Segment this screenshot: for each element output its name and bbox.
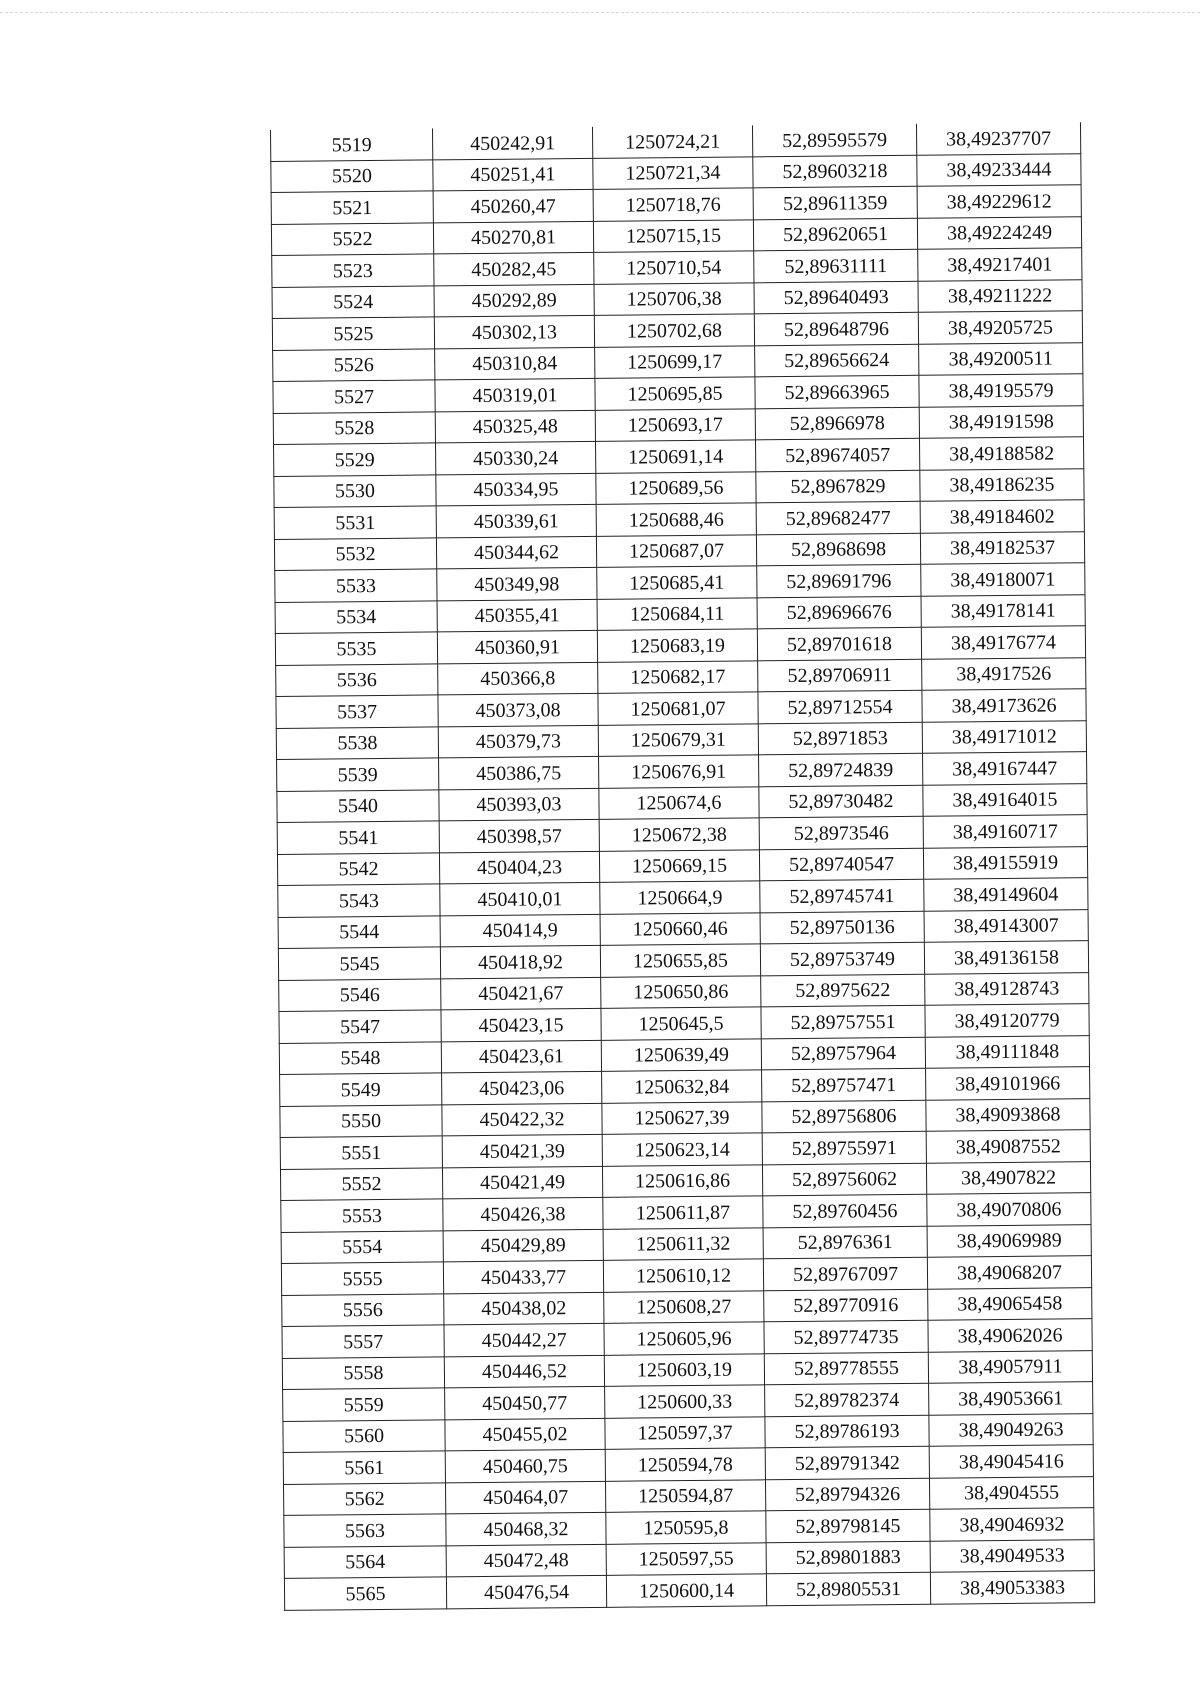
latitude-cell: 52,89750136 xyxy=(760,911,924,944)
x-coordinate-cell: 450455,02 xyxy=(445,1418,605,1451)
y-coordinate-cell: 1250650,86 xyxy=(601,975,761,1008)
point-number-cell: 5540 xyxy=(277,789,439,822)
y-coordinate-cell: 1250699,17 xyxy=(595,345,755,378)
latitude-cell: 52,89648796 xyxy=(754,312,918,345)
point-number-cell: 5542 xyxy=(277,852,439,885)
x-coordinate-cell: 450393,03 xyxy=(439,788,599,821)
longitude-cell: 38,49195579 xyxy=(919,374,1083,407)
x-coordinate-cell: 450386,75 xyxy=(439,756,599,789)
point-number-cell: 5560 xyxy=(283,1419,445,1452)
latitude-cell: 52,89760456 xyxy=(763,1194,927,1227)
point-number-cell: 5538 xyxy=(276,726,438,759)
y-coordinate-cell: 1250669,15 xyxy=(599,849,759,882)
x-coordinate-cell: 450421,67 xyxy=(441,977,601,1010)
longitude-cell: 38,49049533 xyxy=(930,1539,1094,1572)
longitude-cell: 38,49045416 xyxy=(929,1445,1093,1478)
point-number-cell: 5546 xyxy=(279,978,441,1011)
y-coordinate-cell: 1250674,6 xyxy=(599,786,759,819)
point-number-cell: 5551 xyxy=(280,1136,442,1169)
point-number-cell: 5539 xyxy=(277,758,439,791)
latitude-cell: 52,89757551 xyxy=(761,1005,925,1038)
longitude-cell: 38,49186235 xyxy=(920,468,1084,501)
longitude-cell: 38,49182537 xyxy=(920,531,1084,564)
y-coordinate-cell: 1250706,38 xyxy=(594,282,754,315)
point-number-cell: 5532 xyxy=(274,537,436,570)
point-number-cell: 5561 xyxy=(283,1451,445,1484)
y-coordinate-cell: 1250683,19 xyxy=(597,629,757,662)
point-number-cell: 5519 xyxy=(270,128,432,161)
point-number-cell: 5526 xyxy=(273,348,435,381)
x-coordinate-cell: 450426,38 xyxy=(443,1197,603,1230)
x-coordinate-cell: 450398,57 xyxy=(439,819,599,852)
latitude-cell: 52,89706911 xyxy=(758,659,922,692)
latitude-cell: 52,89712554 xyxy=(758,690,922,723)
longitude-cell: 38,49224249 xyxy=(917,216,1081,249)
latitude-cell: 52,89757964 xyxy=(761,1037,925,1070)
longitude-cell: 38,49173626 xyxy=(922,689,1086,722)
longitude-cell: 38,49053383 xyxy=(930,1571,1094,1604)
x-coordinate-cell: 450414,9 xyxy=(440,914,600,947)
x-coordinate-cell: 450373,08 xyxy=(438,693,598,726)
point-number-cell: 5531 xyxy=(274,506,436,539)
longitude-cell: 38,49053661 xyxy=(929,1382,1093,1415)
y-coordinate-cell: 1250600,14 xyxy=(606,1574,766,1607)
point-number-cell: 5565 xyxy=(284,1577,446,1610)
point-number-cell: 5544 xyxy=(278,915,440,948)
point-number-cell: 5554 xyxy=(281,1230,443,1263)
x-coordinate-cell: 450464,07 xyxy=(445,1481,605,1514)
y-coordinate-cell: 1250679,31 xyxy=(598,723,758,756)
latitude-cell: 52,89778555 xyxy=(764,1352,928,1385)
x-coordinate-cell: 450404,23 xyxy=(439,851,599,884)
latitude-cell: 52,89611359 xyxy=(753,186,917,219)
y-coordinate-cell: 1250676,91 xyxy=(599,755,759,788)
y-coordinate-cell: 1250693,17 xyxy=(595,408,755,441)
latitude-cell: 52,89701618 xyxy=(757,627,921,660)
y-coordinate-cell: 1250655,85 xyxy=(600,944,760,977)
latitude-cell: 52,89791342 xyxy=(765,1446,929,1479)
point-number-cell: 5550 xyxy=(280,1104,442,1137)
y-coordinate-cell: 1250616,86 xyxy=(602,1164,762,1197)
latitude-cell: 52,8966978 xyxy=(755,407,919,440)
longitude-cell: 38,49143007 xyxy=(924,909,1088,942)
y-coordinate-cell: 1250702,68 xyxy=(594,314,754,347)
latitude-cell: 52,89767097 xyxy=(763,1257,927,1290)
longitude-cell: 38,49049263 xyxy=(929,1413,1093,1446)
point-number-cell: 5562 xyxy=(283,1482,445,1515)
latitude-cell: 52,89640493 xyxy=(754,281,918,314)
x-coordinate-cell: 450310,84 xyxy=(435,347,595,380)
x-coordinate-cell: 450460,75 xyxy=(445,1449,605,1482)
latitude-cell: 52,8971853 xyxy=(758,722,922,755)
y-coordinate-cell: 1250685,41 xyxy=(597,566,757,599)
longitude-cell: 38,49205725 xyxy=(918,311,1082,344)
y-coordinate-cell: 1250682,17 xyxy=(598,660,758,693)
longitude-cell: 38,49171012 xyxy=(922,720,1086,753)
x-coordinate-cell: 450242,91 xyxy=(432,127,592,160)
latitude-cell: 52,89774735 xyxy=(764,1320,928,1353)
x-coordinate-cell: 450325,48 xyxy=(435,410,595,443)
longitude-cell: 38,49178141 xyxy=(921,594,1085,627)
x-coordinate-cell: 450302,13 xyxy=(434,315,594,348)
point-number-cell: 5537 xyxy=(276,695,438,728)
x-coordinate-cell: 450319,01 xyxy=(435,378,595,411)
longitude-cell: 38,49233444 xyxy=(917,153,1081,186)
longitude-cell: 38,49155919 xyxy=(923,846,1087,879)
table-row xyxy=(284,1571,1094,1610)
longitude-cell: 38,49062026 xyxy=(928,1319,1092,1352)
longitude-cell: 38,49217401 xyxy=(918,248,1082,281)
latitude-cell: 52,89691796 xyxy=(757,564,921,597)
x-coordinate-cell: 450418,92 xyxy=(440,945,600,978)
point-number-cell: 5534 xyxy=(275,600,437,633)
y-coordinate-cell: 1250639,49 xyxy=(601,1038,761,1071)
x-coordinate-cell: 450442,27 xyxy=(444,1323,604,1356)
x-coordinate-cell: 450334,95 xyxy=(436,473,596,506)
latitude-cell: 52,89663965 xyxy=(755,375,919,408)
longitude-cell: 38,49160717 xyxy=(923,815,1087,848)
longitude-cell: 38,49046932 xyxy=(930,1508,1094,1541)
latitude-cell: 52,89805531 xyxy=(766,1572,930,1605)
x-coordinate-cell: 450429,89 xyxy=(443,1229,603,1262)
longitude-cell: 38,49167447 xyxy=(923,752,1087,785)
x-coordinate-cell: 450450,77 xyxy=(445,1386,605,1419)
y-coordinate-cell: 1250623,14 xyxy=(602,1133,762,1166)
latitude-cell: 52,89755971 xyxy=(762,1131,926,1164)
point-number-cell: 5527 xyxy=(273,380,435,413)
latitude-cell: 52,89740547 xyxy=(759,848,923,881)
point-number-cell: 5520 xyxy=(271,159,433,192)
x-coordinate-cell: 450423,15 xyxy=(441,1008,601,1041)
longitude-cell: 38,49229612 xyxy=(917,185,1081,218)
y-coordinate-cell: 1250691,14 xyxy=(596,440,756,473)
point-number-cell: 5564 xyxy=(284,1545,446,1578)
y-coordinate-cell: 1250611,32 xyxy=(603,1227,763,1260)
point-number-cell: 5521 xyxy=(271,191,433,224)
x-coordinate-cell: 450360,91 xyxy=(437,630,597,663)
x-coordinate-cell: 450422,32 xyxy=(442,1103,602,1136)
longitude-cell: 38,49191598 xyxy=(919,405,1083,438)
point-number-cell: 5563 xyxy=(284,1514,446,1547)
x-coordinate-cell: 450423,06 xyxy=(442,1071,602,1104)
point-number-cell: 5545 xyxy=(278,947,440,980)
latitude-cell: 52,89656624 xyxy=(755,344,919,377)
y-coordinate-cell: 1250597,55 xyxy=(606,1542,766,1575)
y-coordinate-cell: 1250632,84 xyxy=(602,1070,762,1103)
latitude-cell: 52,89757471 xyxy=(762,1068,926,1101)
x-coordinate-cell: 450270,81 xyxy=(433,221,593,254)
latitude-cell: 52,89631111 xyxy=(754,249,918,282)
latitude-cell: 52,8975622 xyxy=(761,974,925,1007)
x-coordinate-cell: 450282,45 xyxy=(434,252,594,285)
longitude-cell: 38,49128743 xyxy=(925,972,1089,1005)
longitude-cell: 38,4904555 xyxy=(929,1476,1093,1509)
y-coordinate-cell: 1250695,85 xyxy=(595,377,755,410)
y-coordinate-cell: 1250660,46 xyxy=(600,912,760,945)
longitude-cell: 38,49149604 xyxy=(924,878,1088,911)
x-coordinate-cell: 450423,61 xyxy=(441,1040,601,1073)
x-coordinate-cell: 450421,49 xyxy=(442,1166,602,1199)
y-coordinate-cell: 1250664,9 xyxy=(600,881,760,914)
x-coordinate-cell: 450421,39 xyxy=(442,1134,602,1167)
latitude-cell: 52,89756062 xyxy=(762,1163,926,1196)
y-coordinate-cell: 1250600,33 xyxy=(605,1385,765,1418)
y-coordinate-cell: 1250687,07 xyxy=(596,534,756,567)
point-number-cell: 5524 xyxy=(272,285,434,318)
y-coordinate-cell: 1250724,21 xyxy=(592,125,752,158)
latitude-cell: 52,89603218 xyxy=(753,155,917,188)
latitude-cell: 52,89724839 xyxy=(759,753,923,786)
y-coordinate-cell: 1250605,96 xyxy=(604,1322,764,1355)
coordinates-table xyxy=(270,122,1095,1610)
point-number-cell: 5536 xyxy=(276,663,438,696)
longitude-cell: 38,49164015 xyxy=(923,783,1087,816)
longitude-cell: 38,49065458 xyxy=(928,1287,1092,1320)
latitude-cell: 52,89745741 xyxy=(760,879,924,912)
latitude-cell: 52,89798145 xyxy=(766,1509,930,1542)
latitude-cell: 52,8976361 xyxy=(763,1226,927,1259)
point-number-cell: 5522 xyxy=(271,222,433,255)
longitude-cell: 38,49057911 xyxy=(928,1350,1092,1383)
y-coordinate-cell: 1250594,78 xyxy=(605,1448,765,1481)
point-number-cell: 5543 xyxy=(278,884,440,917)
longitude-cell: 38,49087552 xyxy=(926,1130,1090,1163)
latitude-cell: 52,8967829 xyxy=(756,470,920,503)
x-coordinate-cell: 450468,32 xyxy=(446,1512,606,1545)
x-coordinate-cell: 450339,61 xyxy=(436,504,596,537)
latitude-cell: 52,89674057 xyxy=(755,438,919,471)
longitude-cell: 38,49069989 xyxy=(927,1224,1091,1257)
x-coordinate-cell: 450292,89 xyxy=(434,284,594,317)
longitude-cell: 38,49176774 xyxy=(921,626,1085,659)
y-coordinate-cell: 1250684,11 xyxy=(597,597,757,630)
x-coordinate-cell: 450260,47 xyxy=(433,189,593,222)
longitude-cell: 38,49184602 xyxy=(920,500,1084,533)
longitude-cell: 38,49120779 xyxy=(925,1004,1089,1037)
y-coordinate-cell: 1250610,12 xyxy=(603,1259,763,1292)
point-number-cell: 5548 xyxy=(279,1041,441,1074)
x-coordinate-cell: 450379,73 xyxy=(438,725,598,758)
latitude-cell: 52,89786193 xyxy=(765,1415,929,1448)
y-coordinate-cell: 1250611,87 xyxy=(603,1196,763,1229)
point-number-cell: 5530 xyxy=(274,474,436,507)
point-number-cell: 5553 xyxy=(281,1199,443,1232)
longitude-cell: 38,49093868 xyxy=(926,1098,1090,1131)
latitude-cell: 52,89682477 xyxy=(756,501,920,534)
latitude-cell: 52,89794326 xyxy=(765,1478,929,1511)
y-coordinate-cell: 1250597,37 xyxy=(605,1416,765,1449)
y-coordinate-cell: 1250603,19 xyxy=(604,1353,764,1386)
point-number-cell: 5559 xyxy=(283,1388,445,1421)
point-number-cell: 5533 xyxy=(275,569,437,602)
y-coordinate-cell: 1250681,07 xyxy=(598,692,758,725)
y-coordinate-cell: 1250688,46 xyxy=(596,503,756,536)
latitude-cell: 52,89801883 xyxy=(766,1541,930,1574)
y-coordinate-cell: 1250689,56 xyxy=(596,471,756,504)
latitude-cell: 52,89696676 xyxy=(757,596,921,629)
longitude-cell: 38,49136158 xyxy=(924,941,1088,974)
y-coordinate-cell: 1250721,34 xyxy=(593,156,753,189)
longitude-cell: 38,49237707 xyxy=(916,122,1080,155)
latitude-cell: 52,8968698 xyxy=(756,533,920,566)
longitude-cell: 38,49068207 xyxy=(927,1256,1091,1289)
point-number-cell: 5523 xyxy=(272,254,434,287)
point-number-cell: 5552 xyxy=(280,1167,442,1200)
longitude-cell: 38,49188582 xyxy=(919,437,1083,470)
y-coordinate-cell: 1250718,76 xyxy=(593,188,753,221)
point-number-cell: 5555 xyxy=(281,1262,443,1295)
point-number-cell: 5549 xyxy=(280,1073,442,1106)
longitude-cell: 38,4917526 xyxy=(922,657,1086,690)
longitude-cell: 38,49101966 xyxy=(926,1067,1090,1100)
latitude-cell: 52,89730482 xyxy=(759,785,923,818)
y-coordinate-cell: 1250672,38 xyxy=(599,818,759,851)
y-coordinate-cell: 1250608,27 xyxy=(604,1290,764,1323)
x-coordinate-cell: 450251,41 xyxy=(433,158,593,191)
latitude-cell: 52,89756806 xyxy=(762,1100,926,1133)
longitude-cell: 38,49211222 xyxy=(918,279,1082,312)
y-coordinate-cell: 1250594,87 xyxy=(605,1479,765,1512)
point-number-cell: 5529 xyxy=(274,443,436,476)
x-coordinate-cell: 450472,48 xyxy=(446,1544,606,1577)
longitude-cell: 38,49070806 xyxy=(927,1193,1091,1226)
point-number-cell: 5547 xyxy=(279,1010,441,1043)
x-coordinate-cell: 450476,54 xyxy=(446,1575,606,1608)
latitude-cell: 52,89770916 xyxy=(764,1289,928,1322)
x-coordinate-cell: 450355,41 xyxy=(437,599,597,632)
point-number-cell: 5556 xyxy=(282,1293,444,1326)
y-coordinate-cell: 1250710,54 xyxy=(594,251,754,284)
x-coordinate-cell: 450433,77 xyxy=(443,1260,603,1293)
latitude-cell: 52,89753749 xyxy=(760,942,924,975)
point-number-cell: 5557 xyxy=(282,1325,444,1358)
point-number-cell: 5528 xyxy=(273,411,435,444)
point-number-cell: 5558 xyxy=(282,1356,444,1389)
point-number-cell: 5541 xyxy=(277,821,439,854)
point-number-cell: 5535 xyxy=(275,632,437,665)
latitude-cell: 52,89620651 xyxy=(753,218,917,251)
x-coordinate-cell: 450446,52 xyxy=(444,1355,604,1388)
coordinates-table-body xyxy=(270,122,1094,1610)
y-coordinate-cell: 1250595,8 xyxy=(606,1511,766,1544)
x-coordinate-cell: 450349,98 xyxy=(437,567,597,600)
longitude-cell: 38,49111848 xyxy=(925,1035,1089,1068)
latitude-cell: 52,89782374 xyxy=(765,1383,929,1416)
y-coordinate-cell: 1250627,39 xyxy=(602,1101,762,1134)
x-coordinate-cell: 450344,62 xyxy=(436,536,596,569)
y-coordinate-cell: 1250645,5 xyxy=(601,1007,761,1040)
scan-top-edge xyxy=(0,12,1200,13)
latitude-cell: 52,89595579 xyxy=(752,124,916,157)
x-coordinate-cell: 450330,24 xyxy=(436,441,596,474)
latitude-cell: 52,8973546 xyxy=(759,816,923,849)
y-coordinate-cell: 1250715,15 xyxy=(593,219,753,252)
x-coordinate-cell: 450410,01 xyxy=(440,882,600,915)
longitude-cell: 38,4907822 xyxy=(926,1161,1090,1194)
point-number-cell: 5525 xyxy=(272,317,434,350)
longitude-cell: 38,49180071 xyxy=(921,563,1085,596)
x-coordinate-cell: 450438,02 xyxy=(444,1292,604,1325)
x-coordinate-cell: 450366,8 xyxy=(438,662,598,695)
longitude-cell: 38,49200511 xyxy=(919,342,1083,375)
